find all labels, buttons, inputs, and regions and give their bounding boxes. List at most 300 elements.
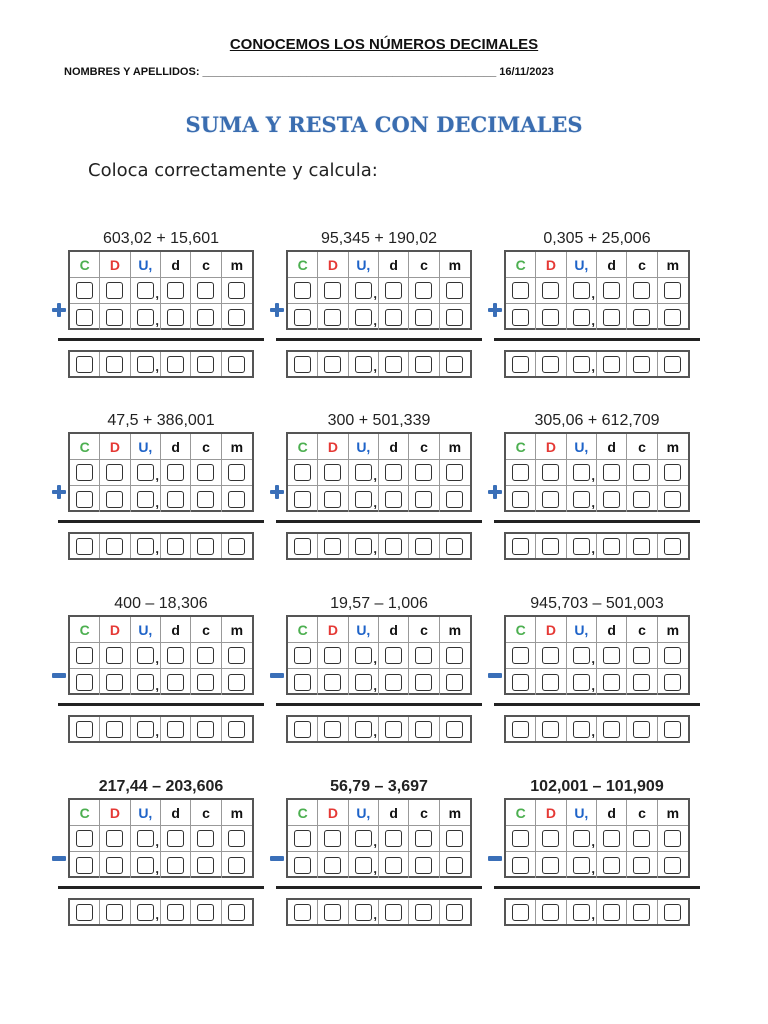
digit-box[interactable] [664,647,681,664]
digit-box[interactable] [415,830,432,847]
decimal-comma: , [373,907,377,922]
digit-box[interactable] [542,309,559,326]
digit-box[interactable] [137,830,154,847]
digit-box[interactable] [76,674,93,691]
result-row [504,350,690,378]
column-header: d [161,434,191,460]
result-digit-box[interactable] [603,538,620,555]
result-digit-box[interactable] [664,721,681,738]
digit-box[interactable] [355,309,372,326]
digit-box[interactable] [385,830,402,847]
result-digit-box[interactable] [664,538,681,555]
result-digit-box[interactable] [197,356,214,373]
result-digit-box[interactable] [137,904,154,921]
digit-box[interactable] [664,491,681,508]
digit-box[interactable] [603,464,620,481]
digit-cell [536,460,566,486]
digit-box[interactable] [324,282,341,299]
result-cell [658,900,688,924]
result-digit-box[interactable] [106,538,123,555]
digit-box[interactable] [573,491,590,508]
column-header: C [288,252,318,278]
digit-box[interactable] [633,282,650,299]
result-digit-box[interactable] [76,356,93,373]
result-digit-box[interactable] [415,356,432,373]
digit-cell [191,304,221,330]
digit-box[interactable] [664,674,681,691]
operation-expression: 102,001 – 101,909 [530,778,664,795]
result-digit-box[interactable] [446,538,463,555]
digit-box[interactable] [76,282,93,299]
digit-box[interactable] [76,464,93,481]
result-digit-box[interactable] [415,538,432,555]
digit-box[interactable] [415,857,432,874]
digit-cell [100,460,130,486]
digit-cell [409,278,439,304]
digit-box[interactable] [137,491,154,508]
digit-box[interactable] [228,674,245,691]
result-cell [349,900,379,924]
result-digit-box[interactable] [603,904,620,921]
digit-box[interactable] [106,830,123,847]
digit-box[interactable] [446,309,463,326]
column-header: U, [131,252,161,278]
result-digit-box[interactable] [446,721,463,738]
digit-box[interactable] [355,647,372,664]
digit-cell [440,460,470,486]
result-digit-box[interactable] [385,538,402,555]
result-digit-box[interactable] [573,538,590,555]
result-digit-box[interactable] [355,721,372,738]
result-digit-box[interactable] [324,904,341,921]
digit-box[interactable] [228,309,245,326]
digit-box[interactable] [294,464,311,481]
result-digit-box[interactable] [137,721,154,738]
digit-box[interactable] [355,857,372,874]
digit-box[interactable] [197,674,214,691]
digit-box[interactable] [633,830,650,847]
digit-box[interactable] [446,282,463,299]
digit-box[interactable] [385,647,402,664]
result-digit-box[interactable] [228,721,245,738]
addend-row [70,304,252,330]
digit-box[interactable] [197,309,214,326]
digit-box[interactable] [542,647,559,664]
digit-box[interactable] [106,647,123,664]
digit-box[interactable] [137,309,154,326]
digit-box[interactable] [512,491,529,508]
result-digit-box[interactable] [355,904,372,921]
digit-box[interactable] [197,282,214,299]
digit-box[interactable] [512,830,529,847]
digit-box[interactable] [76,491,93,508]
result-cell [349,534,379,558]
result-digit-box[interactable] [385,721,402,738]
column-header: d [161,617,191,643]
digit-box[interactable] [106,282,123,299]
digit-box[interactable] [603,491,620,508]
digit-box[interactable] [137,464,154,481]
place-value-table [68,798,254,878]
decimal-comma: , [591,541,595,556]
digit-box[interactable] [446,491,463,508]
digit-box[interactable] [355,830,372,847]
result-digit-box[interactable] [294,538,311,555]
result-digit-box[interactable] [324,538,341,555]
digit-box[interactable] [633,309,650,326]
digit-box[interactable] [355,464,372,481]
result-digit-box[interactable] [137,538,154,555]
result-digit-box[interactable] [167,538,184,555]
digit-cell [100,486,130,512]
column-header: d [161,800,191,826]
digit-box[interactable] [633,857,650,874]
digit-box[interactable] [294,309,311,326]
digit-box[interactable] [228,830,245,847]
digit-cell [567,643,597,669]
operation-expression: 56,79 – 3,697 [330,778,428,795]
digit-box[interactable] [167,309,184,326]
column-header: m [440,252,470,278]
digit-box[interactable] [385,282,402,299]
digit-box[interactable] [324,647,341,664]
digit-box[interactable] [603,857,620,874]
result-digit-box[interactable] [633,904,650,921]
digit-box[interactable] [446,830,463,847]
digit-box[interactable] [542,830,559,847]
digit-box[interactable] [664,309,681,326]
plus-icon [52,303,66,317]
digit-box[interactable] [385,464,402,481]
digit-cell [379,486,409,512]
digit-box[interactable] [664,464,681,481]
digit-box[interactable] [197,647,214,664]
digit-box[interactable] [324,464,341,481]
digit-box[interactable] [573,282,590,299]
digit-box[interactable] [76,857,93,874]
result-digit-box[interactable] [167,904,184,921]
decimal-comma: , [373,495,377,510]
digit-box[interactable] [137,857,154,874]
result-digit-box[interactable] [355,538,372,555]
digit-box[interactable] [633,491,650,508]
result-digit-box[interactable] [197,538,214,555]
digit-box[interactable] [446,674,463,691]
result-digit-box[interactable] [106,356,123,373]
digit-box[interactable] [385,491,402,508]
digit-box[interactable] [415,464,432,481]
result-digit-box[interactable] [106,721,123,738]
digit-box[interactable] [415,674,432,691]
addend-row [288,460,470,486]
result-digit-box[interactable] [542,904,559,921]
result-digit-box[interactable] [385,904,402,921]
column-header: D [536,434,566,460]
digit-box[interactable] [542,674,559,691]
digit-cell [191,669,221,695]
digit-box[interactable] [385,857,402,874]
column-header: D [536,800,566,826]
digit-box[interactable] [355,491,372,508]
result-digit-box[interactable] [228,538,245,555]
operation-expression: 217,44 – 203,606 [98,778,224,795]
decimal-comma: , [591,495,595,510]
digit-cell [627,852,657,878]
digit-box[interactable] [324,830,341,847]
column-header: D [536,252,566,278]
digit-box[interactable] [167,647,184,664]
result-digit-box[interactable] [197,721,214,738]
digit-box[interactable] [542,491,559,508]
digit-box[interactable] [446,857,463,874]
digit-box[interactable] [106,464,123,481]
digit-box[interactable] [197,464,214,481]
result-digit-box[interactable] [664,904,681,921]
result-digit-box[interactable] [385,356,402,373]
digit-cell [100,304,130,330]
result-digit-box[interactable] [633,356,650,373]
digit-box[interactable] [228,491,245,508]
result-line [494,703,700,706]
result-digit-box[interactable] [137,356,154,373]
result-digit-box[interactable] [228,904,245,921]
result-digit-box[interactable] [228,356,245,373]
result-row [286,350,472,378]
result-digit-box[interactable] [512,904,529,921]
result-digit-box[interactable] [446,904,463,921]
digit-box[interactable] [633,647,650,664]
result-row [286,715,472,743]
result-digit-box[interactable] [512,721,529,738]
column-header: C [70,800,100,826]
place-value-header [288,800,470,826]
digit-box[interactable] [633,674,650,691]
digit-box[interactable] [324,491,341,508]
digit-cell [161,826,191,852]
result-cell [567,900,597,924]
column-header: d [597,617,627,643]
digit-cell [161,643,191,669]
result-digit-box[interactable] [633,538,650,555]
digit-box[interactable] [167,464,184,481]
digit-box[interactable] [573,830,590,847]
digit-box[interactable] [603,674,620,691]
result-digit-box[interactable] [603,721,620,738]
digit-cell [161,669,191,695]
digit-box[interactable] [512,857,529,874]
result-digit-box[interactable] [324,721,341,738]
result-cell [131,900,161,924]
digit-box[interactable] [228,464,245,481]
digit-cell [627,669,657,695]
digit-cell [440,278,470,304]
result-line [494,886,700,889]
digit-box[interactable] [228,282,245,299]
digit-box[interactable] [385,309,402,326]
result-digit-box[interactable] [446,356,463,373]
result-digit-box[interactable] [167,356,184,373]
digit-box[interactable] [633,464,650,481]
digit-box[interactable] [664,830,681,847]
result-digit-box[interactable] [76,904,93,921]
digit-cell [627,643,657,669]
result-row [286,532,472,560]
result-digit-box[interactable] [664,356,681,373]
digit-box[interactable] [197,857,214,874]
result-digit-box[interactable] [542,356,559,373]
digit-box[interactable] [415,491,432,508]
digit-cell [658,278,688,304]
column-header: U, [131,617,161,643]
result-digit-box[interactable] [76,538,93,555]
plus-icon [270,303,284,317]
digit-box[interactable] [106,674,123,691]
place-value-table [286,250,472,330]
digit-box[interactable] [542,464,559,481]
digit-box[interactable] [167,491,184,508]
result-digit-box[interactable] [542,721,559,738]
digit-box[interactable] [228,857,245,874]
digit-cell [288,669,318,695]
result-digit-box[interactable] [603,356,620,373]
result-digit-box[interactable] [294,356,311,373]
result-cell [131,352,161,376]
column-header: U, [567,252,597,278]
digit-box[interactable] [137,282,154,299]
digit-box[interactable] [106,309,123,326]
result-cell [506,352,536,376]
digit-box[interactable] [294,282,311,299]
digit-box[interactable] [167,282,184,299]
digit-box[interactable] [573,857,590,874]
digit-cell [597,460,627,486]
digit-box[interactable] [137,674,154,691]
digit-box[interactable] [573,309,590,326]
result-digit-box[interactable] [294,904,311,921]
result-cell [131,717,161,741]
decimal-comma: , [591,678,595,693]
digit-box[interactable] [512,282,529,299]
digit-cell [627,304,657,330]
operation-expression: 300 + 501,339 [327,412,431,429]
addend-row [506,643,688,669]
result-cell [288,534,318,558]
digit-box[interactable] [446,647,463,664]
digit-box[interactable] [603,830,620,847]
digit-box[interactable] [512,647,529,664]
digit-box[interactable] [106,491,123,508]
place-value-table [286,615,472,695]
digit-box[interactable] [512,674,529,691]
result-digit-box[interactable] [167,721,184,738]
column-header: D [318,617,348,643]
digit-cell [379,278,409,304]
result-digit-box[interactable] [415,721,432,738]
digit-box[interactable] [324,857,341,874]
result-row [68,350,254,378]
result-digit-box[interactable] [512,538,529,555]
digit-box[interactable] [76,647,93,664]
column-header: U, [349,434,379,460]
digit-box[interactable] [294,830,311,847]
digit-box[interactable] [573,674,590,691]
name-date-line[interactable]: NOMBRES Y APELLIDOS: ________________________________________________ 16/11/2023 [64,66,554,78]
decimal-comma: , [373,468,377,483]
digit-box[interactable] [167,674,184,691]
digit-box[interactable] [228,647,245,664]
digit-cell [658,486,688,512]
result-cell [409,717,439,741]
digit-box[interactable] [197,830,214,847]
digit-box[interactable] [76,309,93,326]
digit-box[interactable] [664,857,681,874]
result-digit-box[interactable] [633,721,650,738]
result-digit-box[interactable] [355,356,372,373]
digit-box[interactable] [542,282,559,299]
digit-box[interactable] [415,309,432,326]
digit-box[interactable] [137,647,154,664]
digit-box[interactable] [294,647,311,664]
digit-box[interactable] [512,464,529,481]
digit-box[interactable] [446,464,463,481]
digit-box[interactable] [415,282,432,299]
result-digit-box[interactable] [573,356,590,373]
result-digit-box[interactable] [324,356,341,373]
result-digit-box[interactable] [542,538,559,555]
digit-box[interactable] [294,857,311,874]
digit-box[interactable] [324,309,341,326]
result-digit-box[interactable] [415,904,432,921]
result-digit-box[interactable] [294,721,311,738]
digit-cell [506,304,536,330]
digit-box[interactable] [355,674,372,691]
digit-box[interactable] [167,857,184,874]
result-digit-box[interactable] [106,904,123,921]
digit-cell [222,643,252,669]
problem-block [274,230,484,392]
result-digit-box[interactable] [197,904,214,921]
result-digit-box[interactable] [76,721,93,738]
result-digit-box[interactable] [512,356,529,373]
digit-box[interactable] [294,674,311,691]
digit-box[interactable] [573,647,590,664]
digit-box[interactable] [573,464,590,481]
digit-box[interactable] [355,282,372,299]
digit-box[interactable] [415,647,432,664]
result-cell [318,534,348,558]
digit-cell [440,643,470,669]
digit-box[interactable] [664,282,681,299]
digit-box[interactable] [294,491,311,508]
digit-box[interactable] [197,491,214,508]
result-digit-box[interactable] [573,904,590,921]
digit-box[interactable] [385,674,402,691]
digit-cell [658,826,688,852]
digit-box[interactable] [542,857,559,874]
place-value-header [288,252,470,278]
digit-box[interactable] [106,857,123,874]
digit-box[interactable] [603,647,620,664]
digit-box[interactable] [603,309,620,326]
digit-box[interactable] [324,674,341,691]
result-digit-box[interactable] [573,721,590,738]
place-value-header [288,434,470,460]
digit-box[interactable] [76,830,93,847]
digit-box[interactable] [603,282,620,299]
addend-row [70,826,252,852]
digit-box[interactable] [167,830,184,847]
digit-box[interactable] [512,309,529,326]
